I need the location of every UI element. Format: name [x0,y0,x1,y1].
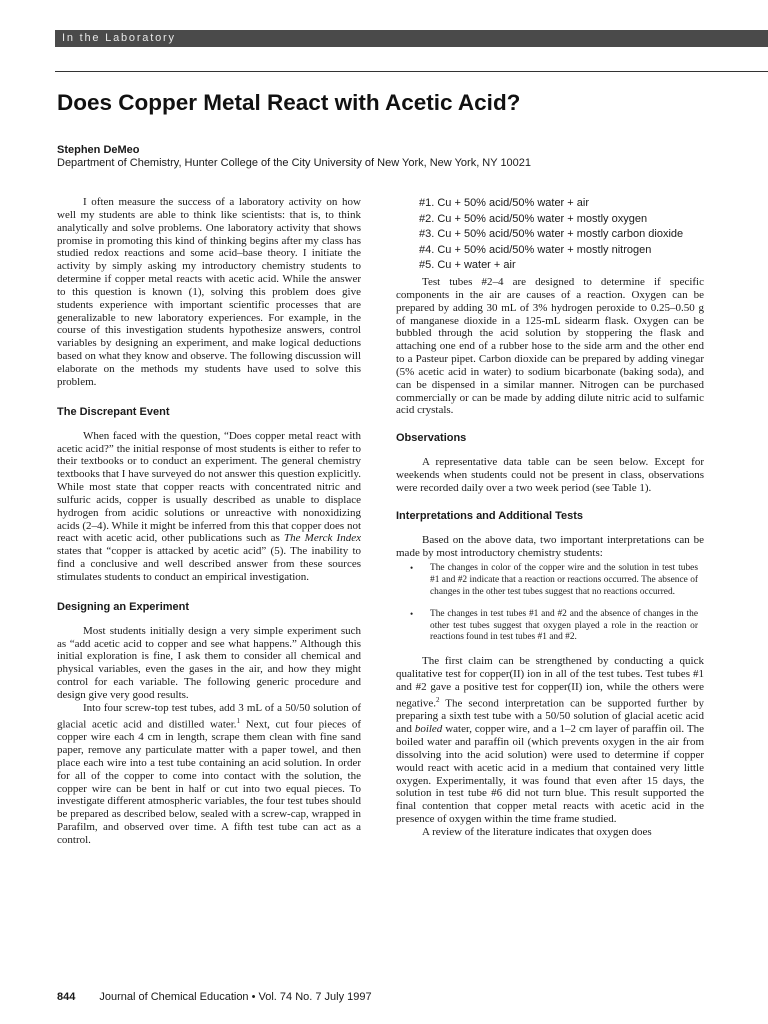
list-item [396,563,704,598]
designing-paragraph-2 [57,702,361,847]
footnote-marker-1: 1 [236,716,241,725]
heading-designing-experiment: Designing an Experiment [57,600,190,613]
claim-paragraph [396,655,704,826]
interpretations-bullets [396,563,704,644]
journal-citation: Journal of Chemical Education • Vol. 74 No. 7 July 1997 [99,991,372,1003]
left-column [57,196,361,847]
test-tube-list [396,196,704,274]
discrepant-text-a: When faced with the question, “Does copper metal react with acetic acid?” the initial response of most students is either to refer to their textbooks or to conduct an experiment. The general chemistry textbooks that I have surveyed do not answer this question explicitly. While most state that copper reacts with concentrated nitric and sulfuric acids, copper is usually described as unable to displace hydrogen from acidic solutions or unreactive with nonoxidizing acids (2–4). While it might be inferred from this that copper does not react with acetic acid, other publications such as [57,429,361,545]
right-column [396,196,704,839]
bullet-text: The changes in color of the copper wire and the solution in test tubes #1 and #2 indicate that a reaction or reactions occurred. The absence of changes in the other test tubes suggest that no reactions occurred. [430,563,698,598]
claim-text-c: water, copper wire, and a 1–2 cm layer of paraffin oil. The boiled water and paraffin oil (which prevents oxygen in the air from dissolving into the acid solution) were used to determine if copper would react with acetic acid in a medium that contained very little oxygen. Experimentally, it was found that even after 15 days, the solution in test tube #6 did not turn blue. This result supported the final contention that copper metal reacts with acetic acid in the presence of oxygen within the time frame studied. [396,723,705,826]
author-name: Stephen DeMeo [57,144,140,156]
discrepant-text-b: states that “copper is attacked by acetic acid” (5). The inability to find a conclusive and well described answer from these sources stimulates students to conduct an empirical investigation. [57,545,361,583]
bullet-icon: • [410,608,414,619]
heading-observations: Observations [396,432,467,445]
list-item: #4. Cu + 50% acid/50% water + mostly nitrogen [419,243,652,256]
discrepant-paragraph [57,430,361,584]
author-affiliation: Department of Chemistry, Hunter College of the City University of New York, New York, NY 10021 [57,157,532,169]
list-item: #1. Cu + 50% acid/50% water + air [419,197,589,209]
merck-index-title: The Merck Index [283,532,361,545]
designing-text-a: Into four screw-top test tubes, add 3 mL of a 50/50 solution of glacial acetic acid and distilled water. [57,701,361,731]
list-item: #3. Cu + 50% acid/50% water + mostly carbon dioxide [419,228,684,241]
section-header: In the Laboratory [55,30,768,47]
bullet-text: The changes in test tubes #1 and #2 and the absence of changes in the other test tubes suggest that oxygen played a role in the reaction or reactions found in test tubes #1 and #2. [430,608,698,643]
list-item: #5. Cu + water + air [419,259,516,272]
list-item: #2. Cu + 50% acid/50% water + mostly oxygen [419,212,648,225]
review-paragraph: A review of the literature indicates that oxygen does [422,825,652,838]
list-item [396,609,704,644]
tubes-paragraph: Test tubes #2–4 are designed to determine if specific components in the air are causes of a reaction. Oxygen can be prepared by adding 30 mL of 3% hydrogen peroxide to 0.25–0.50 g of manganese dioxide in a 125-mL sidearm flask. Oxygen can be bubbled through the acid solution by stoppering the flask and attaching one end of a rubber hose to the side arm and the other end to a Pasteur pipet. Carbon dioxide can be prepared by adding vinegar (5% acetic acid in water) to sodium bicarbonate (baking soda), and can be dispensed in a similar manner. Nitrogen can be purchased commercially or can be made by adding dilute nitric acid to sulfamic acid crystals. [396,275,704,417]
page-number: 844 [57,991,76,1003]
bullet-icon: • [410,563,414,574]
page-footer [57,991,372,1003]
designing-paragraph-1: Most students initially design a very simple experiment such as “add acetic acid to copper and see what happens.” Although this initial exploration is fine, I ask them to consider all chemical and physical variables, even the gases in the air, and how they might control for each variable. The following generic procedure and design give very good results. [57,624,361,701]
claim-text-b: The second interpretation can be supported further by preparing a sixth test tube with a 50/50 solution of glacial acetic acid and [396,697,704,736]
heading-interpretations: Interpretations and Additional Tests [396,509,584,522]
interpretations-intro: Based on the above data, two important interpretations can be made by most introductory chemistry students: [396,533,704,559]
footnote-marker-2: 2 [436,695,440,704]
intro-paragraph: I often measure the success of a laboratory activity on how well my students are able to think like scientists: that is, to think analytically and solve problems. One laboratory activity that shows promise in promoting this kind of thinking begins after my class has studied redox reactions and some acid–base theory. I initiate the activity by simply asking my introductory chemistry students to determine if copper metal reacts with acetic acid. While the answer to this question is known (1), solving this problem does give students experience with important scientific processes that are generalizable to new laboratory experiences. For example, in the course of this investigation students hypothesize answers, control variables by designing an experiment, and make logical deductions based on what they know and observe. The following discussion will elaborate on the methods my students have used to solve this problem. [57,196,361,388]
heading-discrepant-event: The Discrepant Event [57,405,170,418]
header-rule [55,71,768,72]
claim-text-a: The first claim can be strengthened by conducting a quick qualitative test for copper(II) ion in all of the test tubes. Test tubes #1 and #2 gave a positive test for copper(II) ion, while the others were negative. [396,655,704,710]
article-title: Does Copper Metal React with Acetic Acid? [57,90,521,115]
boiled-emphasis: boiled [414,723,443,736]
observations-paragraph: A representative data table can be seen below. Except for weekends when students could not be present in class, observations were recorded daily over a two week period (see Table 1). [396,456,704,494]
designing-text-b: Next, cut four pieces of copper wire each 4 cm in length, scrape them clean with fine sand paper, remove any particulate matter with a paper towel, and then place each wire into a test tube containing an acid solution. In order for all of the copper to come into contact with the solution, the copper wire can be bent in half or cut into two equal pieces. To investigate different atmospheric variables, the four test tubes should be prepared as described below, sealed with a screw-cap, wrapped in Parafilm, and observed over time. A fifth test tube can act as a control. [57,718,361,846]
